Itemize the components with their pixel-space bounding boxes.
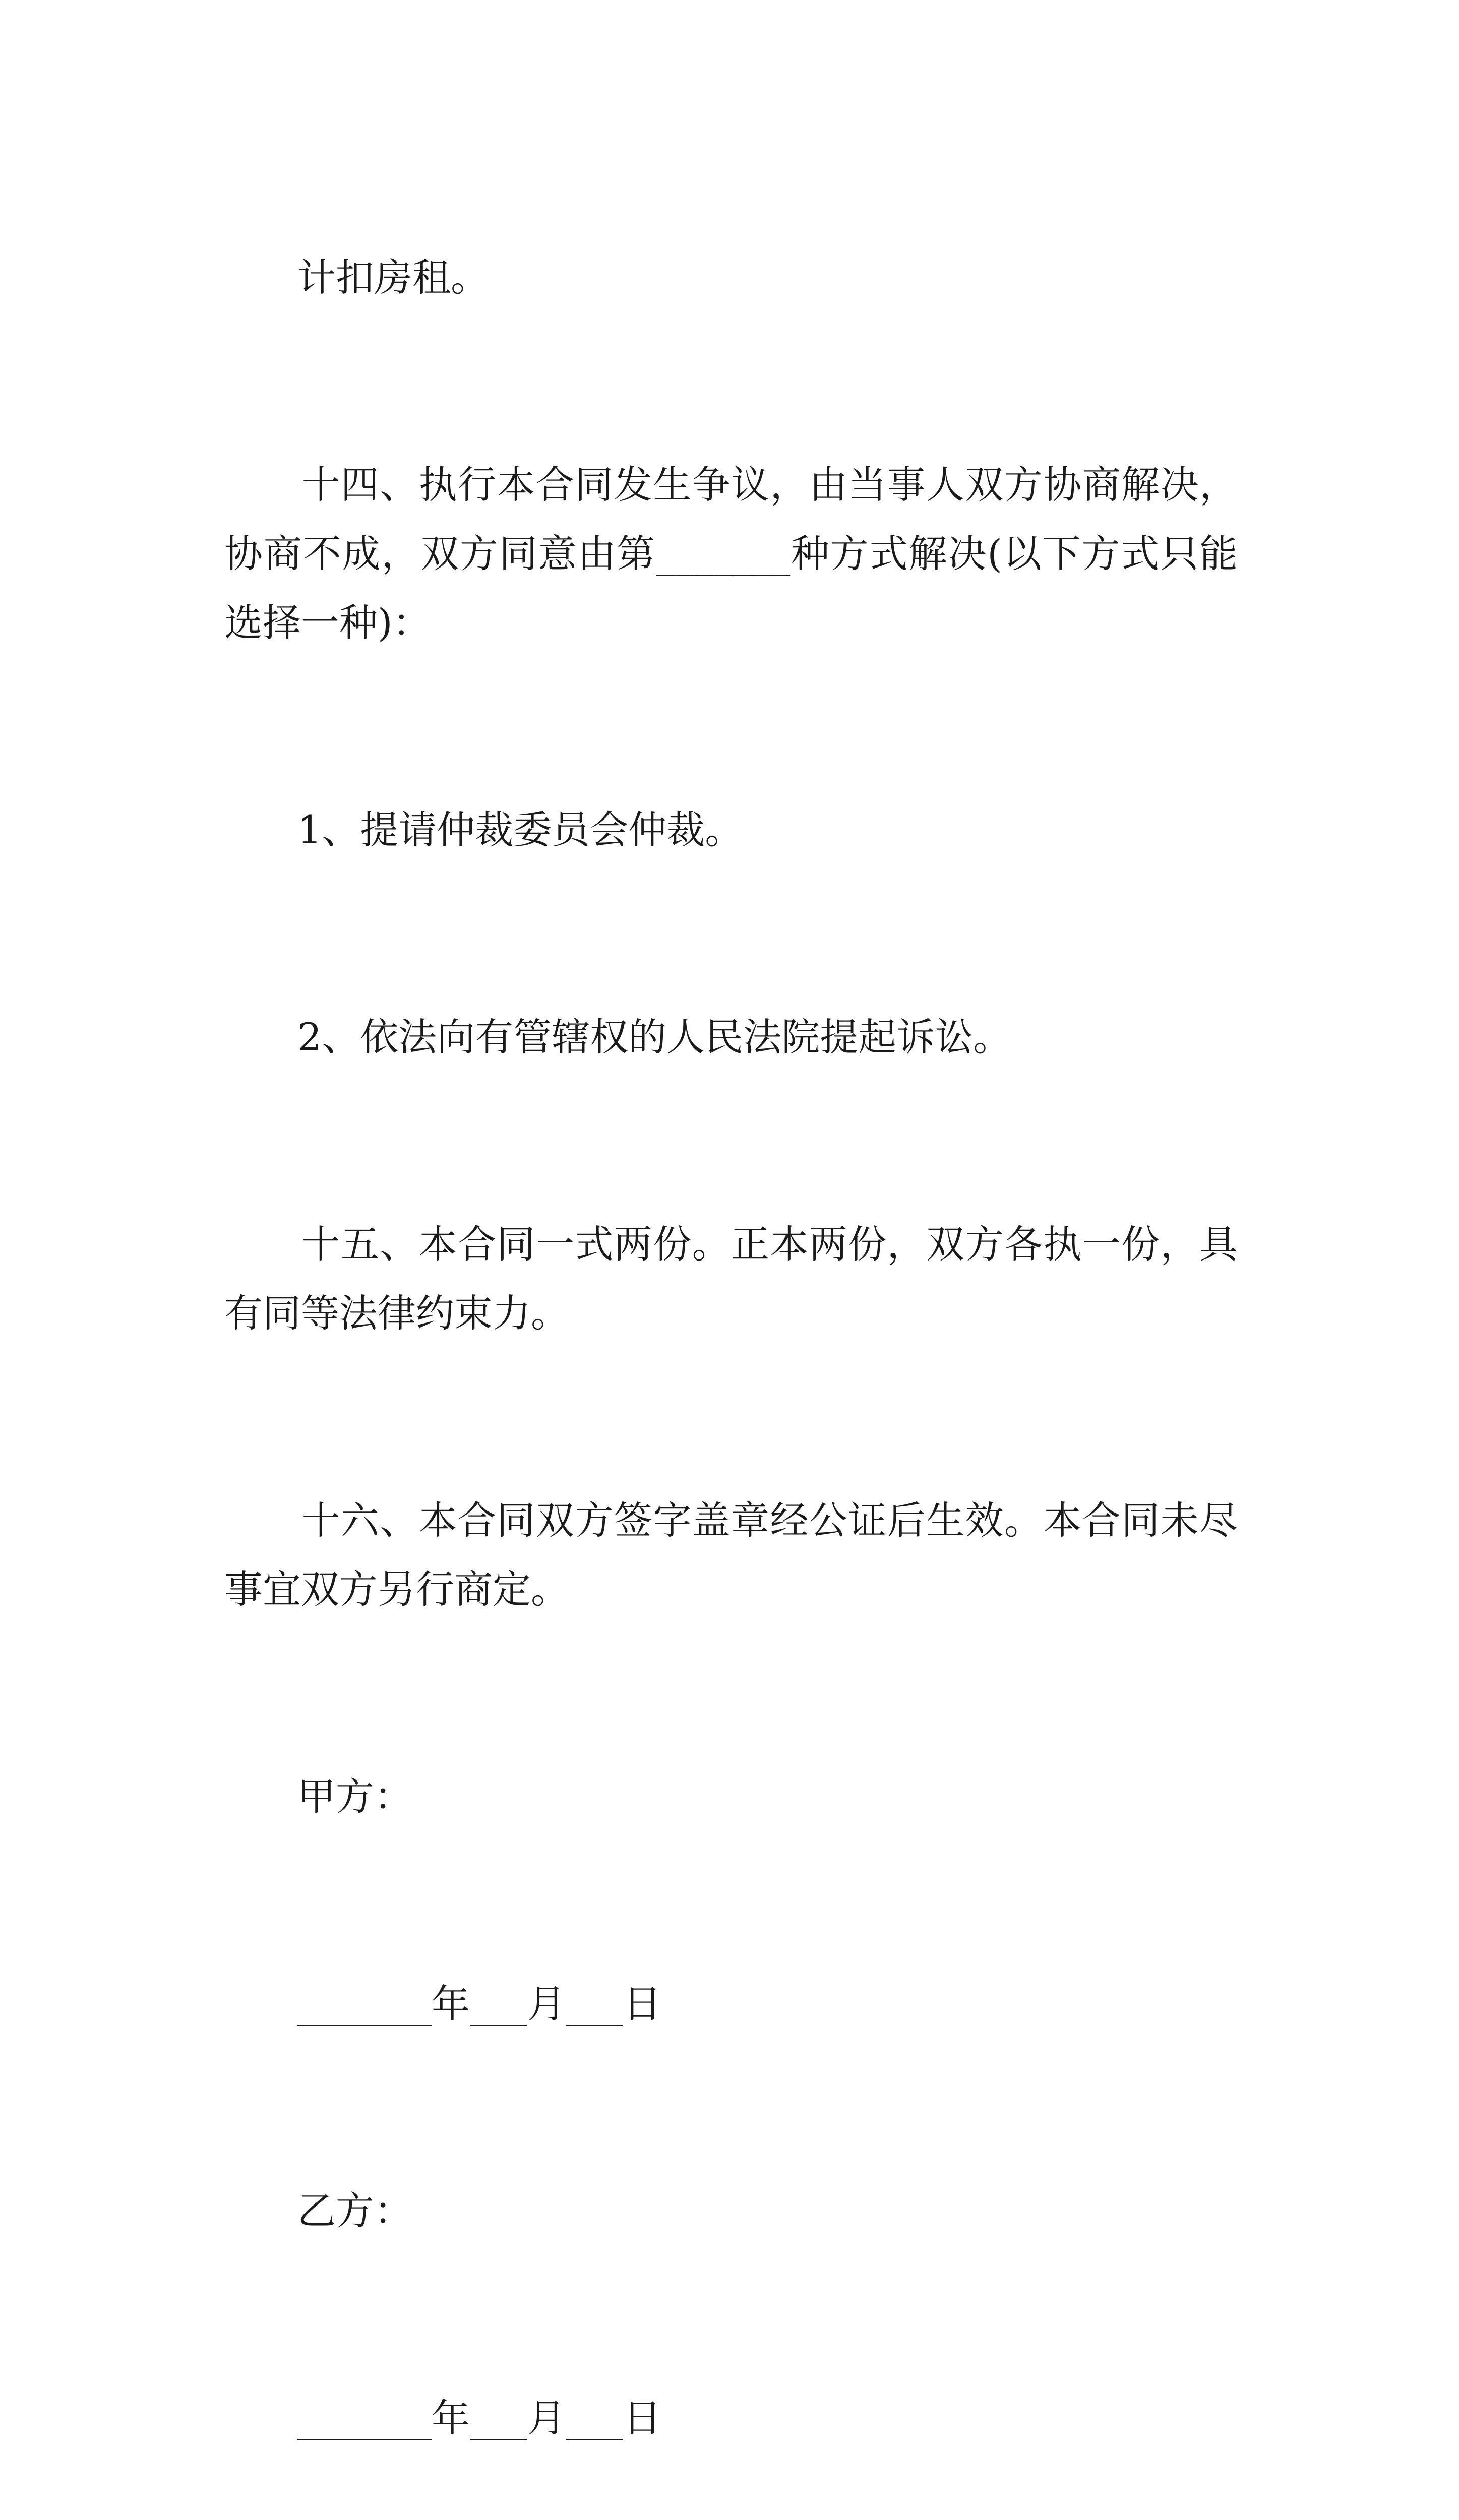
- paragraph-text: 1、提请仲裁委员会仲裁。: [297, 807, 744, 852]
- party-b-label: [224, 2107, 1238, 2314]
- paragraph-clause-16-effect: [224, 1417, 1238, 1693]
- paragraph-rent-deduction: [224, 174, 1238, 381]
- paragraph-text: 计扣房租。: [297, 255, 489, 300]
- paragraph-text: _______年___月___日: [297, 2396, 661, 2440]
- paragraph-text: 乙方：: [297, 2188, 412, 2233]
- document-body: [224, 174, 1238, 2520]
- paragraph-text: 十六、本合同双方签字盖章经公证后生效。本合同未尽事宜双方另行商定。: [224, 1498, 1238, 1612]
- paragraph-text: 十四、执行本合同发生争议，由当事人双方协商解决，协商不成，双方同意由第_______种方式解决(以下方式只能选择一种)：: [224, 462, 1238, 645]
- party-b-date: [224, 2314, 1238, 2520]
- paragraph-option-arbitration: [224, 726, 1238, 933]
- paragraph-text: _______年___月___日: [297, 1981, 661, 2026]
- paragraph-text: 2、依法向有管辖权的人民法院提起诉讼。: [297, 1015, 1012, 1059]
- paragraph-text: 甲方：: [297, 1774, 412, 1819]
- paragraph-clause-15-copies: [224, 1141, 1238, 1417]
- paragraph-text: 十五、本合同一式两份。正本两份，双方各执一份，具有同等法律约束力。: [224, 1222, 1238, 1336]
- paragraph-clause-14-dispute: [224, 381, 1238, 726]
- party-a-label: [224, 1693, 1238, 1900]
- paragraph-option-litigation: [224, 933, 1238, 1141]
- party-a-date: [224, 1900, 1238, 2107]
